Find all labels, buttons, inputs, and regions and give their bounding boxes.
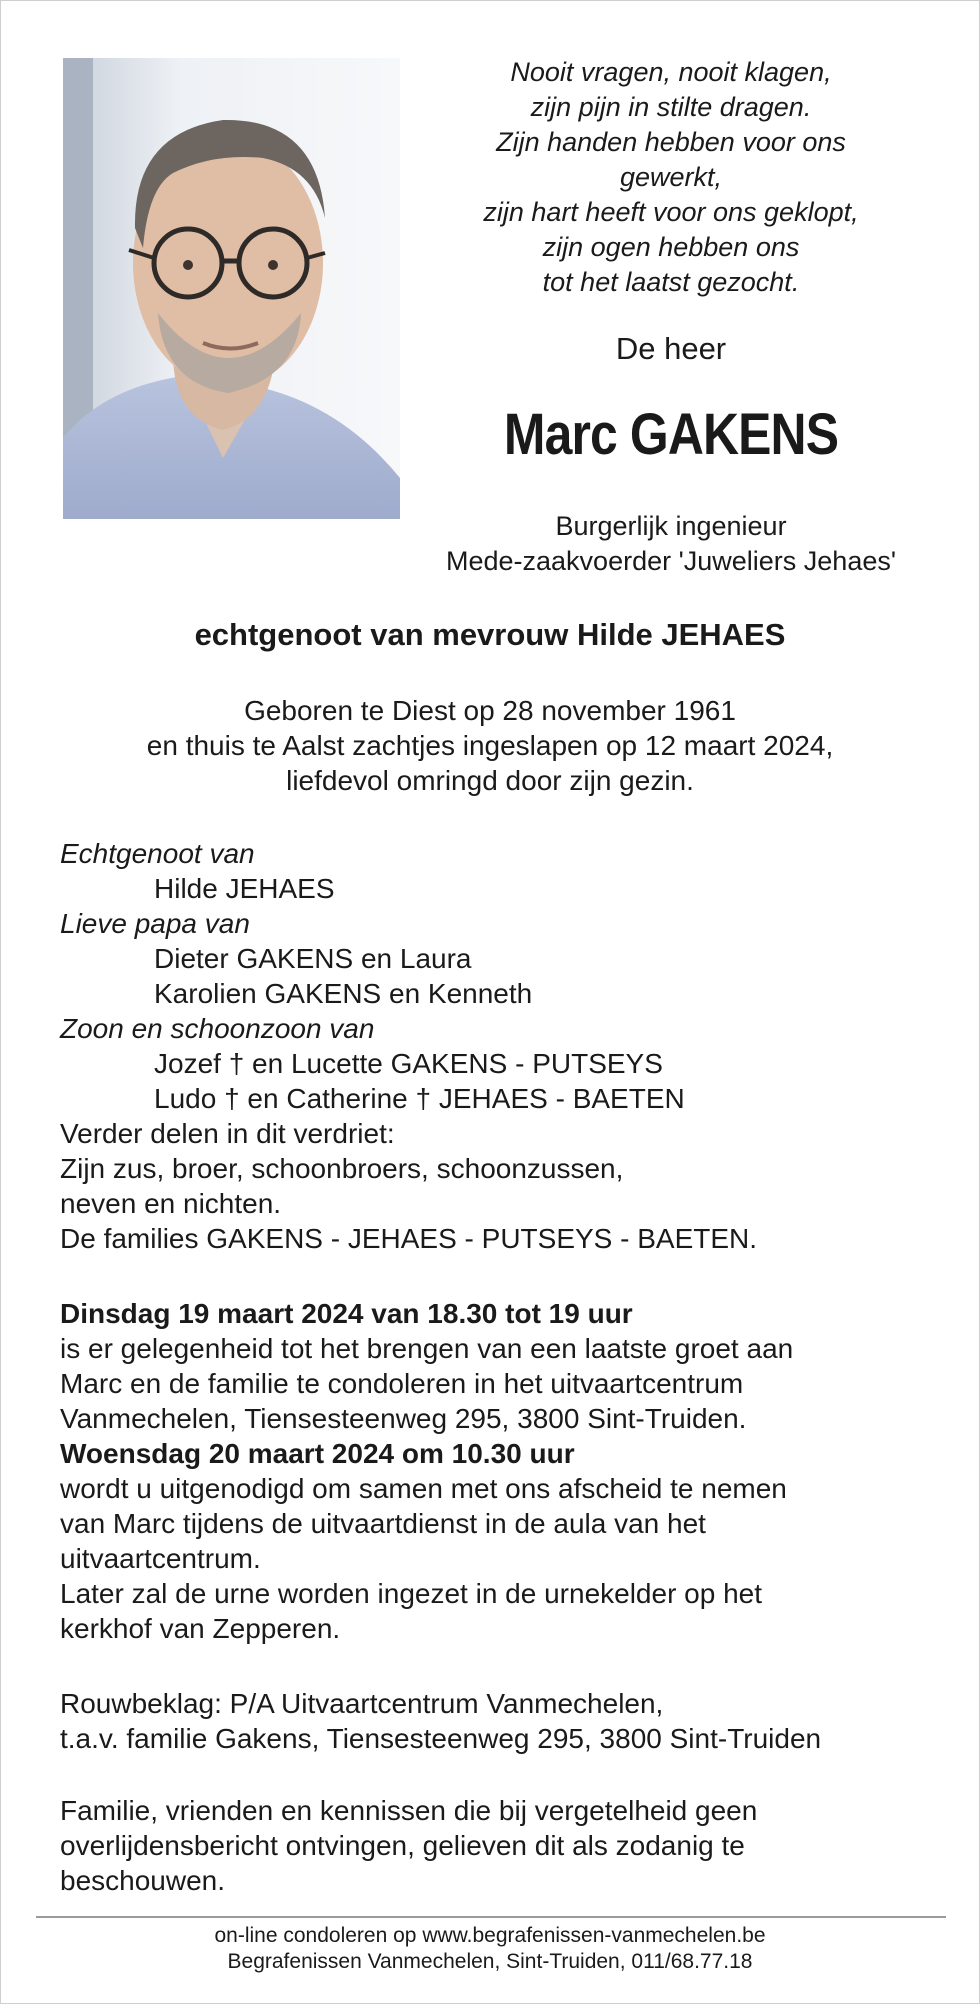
deceased-name: Marc GAKENS	[503, 402, 839, 467]
birth-line: liefdevol omringd door zijn gezin.	[286, 765, 694, 796]
children-label: Lieve papa van	[60, 908, 250, 939]
service-info	[60, 1296, 940, 1646]
funeral-line: wordt u uitgenodigd om samen met ons afscheid te nemen	[60, 1473, 787, 1504]
visitation-line: Marc en de familie te condoleren in het uitvaartcentrum	[60, 1368, 744, 1399]
poem-line: tot het laatst gezocht.	[542, 267, 800, 297]
notice-line: beschouwen.	[60, 1865, 226, 1896]
portrait-photo-icon	[63, 58, 400, 519]
spouse-label: Echtgenoot van	[60, 838, 255, 869]
title-line: Mede-zaakvoerder 'Juweliers Jehaes'	[445, 546, 897, 576]
relatives-line: De families GAKENS - JEHAES - PUTSEYS - BAETEN.	[60, 1223, 758, 1254]
funeral-heading: Woensdag 20 maart 2024 om 10.30 uur	[60, 1438, 575, 1469]
condolence-website-link[interactable]: www.begrafenissen-vanmechelen.be	[422, 1924, 766, 1947]
condolence-address	[60, 1686, 940, 1756]
birth-death-info	[1, 693, 979, 798]
child-name: Dieter GAKENS en Laura	[154, 943, 472, 974]
salutation: De heer	[615, 331, 727, 366]
funeral-line: van Marc tijdens de uitvaartdienst in de aula van het	[60, 1508, 706, 1539]
parents-label: Zoon en schoonzoon van	[60, 1013, 375, 1044]
footer-divider	[36, 1916, 946, 1918]
visitation-heading: Dinsdag 19 maart 2024 van 18.30 tot 19 uur	[60, 1298, 633, 1329]
poem-line: zijn hart heeft voor ons geklopt,	[483, 197, 859, 227]
funeral-company-line: Begrafenissen Vanmechelen, Sint-Truiden, 011/68.77.18	[227, 1950, 753, 1973]
poem-line: gewerkt,	[619, 162, 723, 192]
condolence-line: t.a.v. familie Gakens, Tiensesteenweg 295, 3800 Sint-Truiden	[60, 1723, 822, 1754]
poem-line: Nooit vragen, nooit klagen,	[510, 57, 832, 87]
title-line: Burgerlijk ingenieur	[555, 511, 787, 541]
poem	[431, 55, 911, 300]
poem-line: zijn pijn in stilte dragen.	[530, 92, 812, 122]
online-condolence-line	[1, 1923, 979, 1949]
visitation-line: is er gelegenheid tot het brengen van een laatste groet aan	[60, 1333, 794, 1364]
funeral-line: uitvaartcentrum.	[60, 1543, 261, 1574]
parent-names: Ludo † en Catherine † JEHAES - BAETEN	[154, 1083, 685, 1114]
child-name: Karolien GAKENS en Kenneth	[154, 978, 533, 1009]
portrait-photo	[63, 58, 400, 519]
birth-line: en thuis te Aalst zachtjes ingeslapen op 12 maart 2024,	[146, 730, 834, 761]
notice-line: Familie, vrienden en kennissen die bij vergetelheid geen	[60, 1795, 758, 1826]
notice-paragraph	[60, 1793, 940, 1898]
funeral-line: Later zal de urne worden ingezet in de urnekelder op het	[60, 1578, 763, 1609]
notice-line: overlijdensbericht ontvingen, gelieven dit als zodanig te	[60, 1830, 745, 1861]
online-prefix: on-line condoleren op	[214, 1924, 423, 1947]
poem-line: zijn ogen hebben ons	[542, 232, 800, 262]
poem-line: Zijn handen hebben voor ons	[496, 127, 846, 157]
parent-names: Jozef † en Lucette GAKENS - PUTSEYS	[154, 1048, 663, 1079]
visitation-line: Vanmechelen, Tiensesteenweg 295, 3800 Sint-Truiden.	[60, 1403, 747, 1434]
footer	[1, 1923, 979, 1975]
spouse-name: Hilde JEHAES	[154, 873, 335, 904]
birth-line: Geboren te Diest op 28 november 1961	[244, 695, 736, 726]
relatives-line: Zijn zus, broer, schoonbroers, schoonzussen,	[60, 1153, 624, 1184]
family-list	[60, 836, 940, 1256]
relatives-line: neven en nichten.	[60, 1188, 282, 1219]
professional-titles	[381, 509, 961, 579]
spouse-heading: echtgenoot van mevrouw Hilde JEHAES	[194, 617, 786, 652]
relatives-line: Verder delen in dit verdriet:	[60, 1118, 395, 1149]
funeral-line: kerkhof van Zepperen.	[60, 1613, 341, 1644]
condolence-line: Rouwbeklag: P/A Uitvaartcentrum Vanmechelen,	[60, 1688, 664, 1719]
